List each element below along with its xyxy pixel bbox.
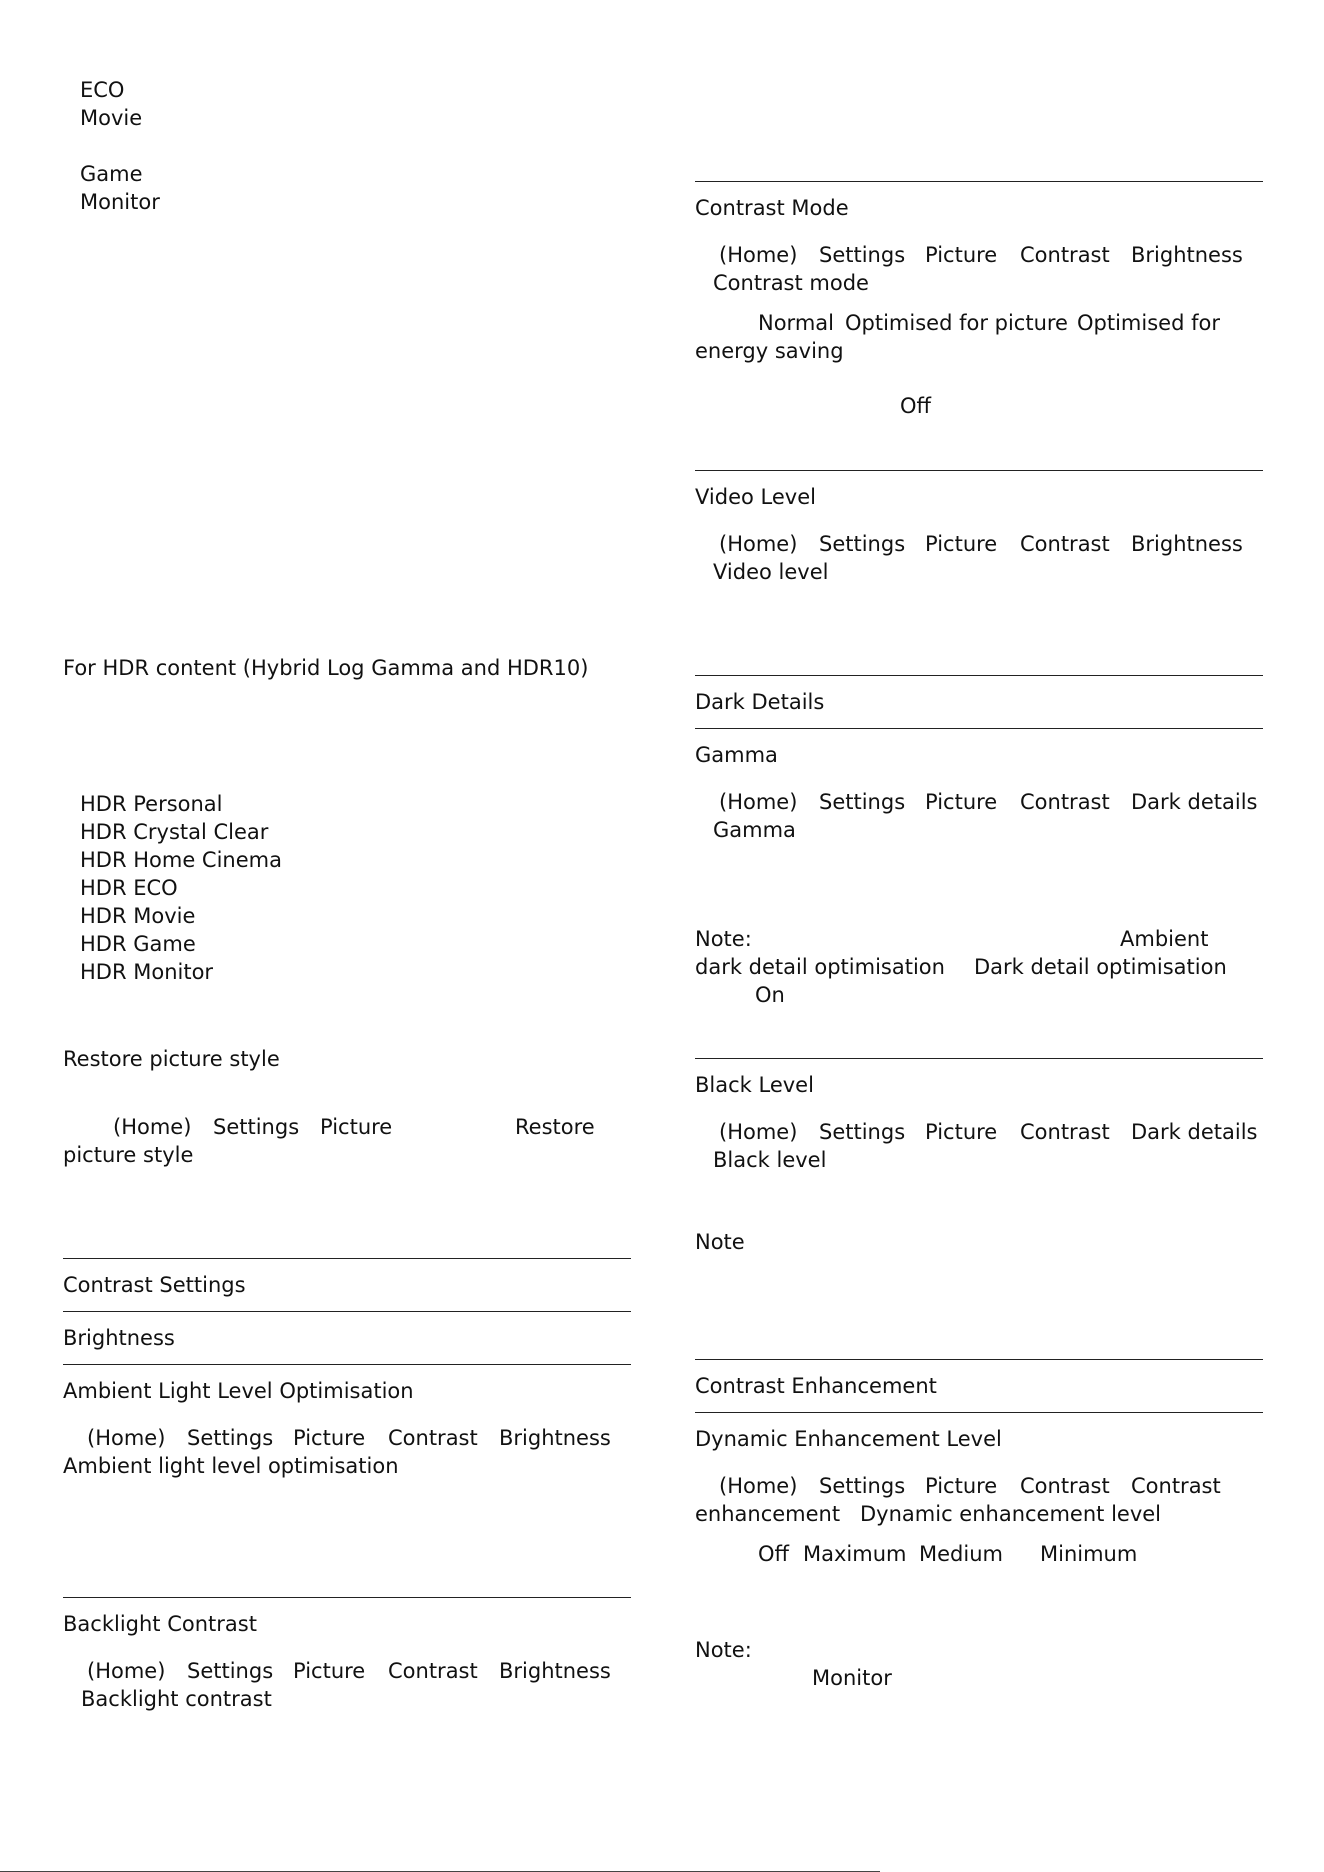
restore-path-home: (Home) (113, 1115, 192, 1139)
black-level-path-end: Black level (713, 1148, 827, 1172)
video-level-path-end: Video level (713, 560, 829, 584)
dynamic-path-end: Dynamic enhancement level (860, 1502, 1162, 1526)
divider (63, 1258, 631, 1259)
contrast-enhancement-heading: Contrast Enhancement (695, 1374, 937, 1398)
black-level-note-label: Note (695, 1230, 745, 1254)
ambient-path-picture: Picture (293, 1426, 366, 1450)
divider (695, 675, 1263, 676)
gamma-note-label: Note: (695, 927, 752, 951)
divider (695, 181, 1263, 182)
restore-picture-style-title: Restore picture style (63, 1047, 280, 1071)
contrast-mode-path-brightness: Brightness (1131, 243, 1243, 267)
dynamic-path-settings: Settings (819, 1474, 906, 1498)
hdr-content-label: For HDR content (Hybrid Log Gamma and HDR10) (63, 656, 589, 680)
dynamic-path-contrast-2: Contrast (1131, 1474, 1221, 1498)
divider (695, 1058, 1263, 1059)
gamma-path-end: Gamma (713, 818, 796, 842)
black-level-title: Black Level (695, 1073, 814, 1097)
hdr-item-monitor: HDR Monitor (80, 960, 214, 984)
hdr-item-personal: HDR Personal (80, 792, 223, 816)
video-level-path-contrast: Contrast (1020, 532, 1110, 556)
backlight-path-end: Backlight contrast (81, 1687, 272, 1711)
divider (695, 1359, 1263, 1360)
restore-path-end: picture style (63, 1143, 194, 1167)
black-level-path-dark-details: Dark details (1131, 1120, 1258, 1144)
dynamic-path-enhancement: enhancement (695, 1502, 841, 1526)
contrast-mode-opt-energy-cont: energy saving (695, 339, 844, 363)
gamma-note-line2a: dark detail optimisation (695, 955, 945, 979)
dynamic-path-home: (Home) (719, 1474, 798, 1498)
gamma-note-ambient: Ambient (1120, 927, 1209, 951)
ambient-path-contrast: Contrast (388, 1426, 478, 1450)
dynamic-path-picture: Picture (925, 1474, 998, 1498)
gamma-path-settings: Settings (819, 790, 906, 814)
dynamic-note-monitor: Monitor (812, 1666, 892, 1690)
divider (695, 1412, 1263, 1413)
hdr-item-crystal-clear: HDR Crystal Clear (80, 820, 269, 844)
restore-path-settings: Settings (213, 1115, 300, 1139)
dynamic-opt-maximum: Maximum (803, 1542, 907, 1566)
gamma-path-contrast: Contrast (1020, 790, 1110, 814)
video-level-path-brightness: Brightness (1131, 532, 1243, 556)
ambient-path-end: Ambient light level optimisation (63, 1454, 399, 1478)
contrast-mode-opt-picture: Optimised for picture (845, 311, 1068, 335)
style-item-eco: ECO (80, 78, 125, 102)
video-level-path-settings: Settings (819, 532, 906, 556)
backlight-contrast-title: Backlight Contrast (63, 1612, 257, 1636)
black-level-path-settings: Settings (819, 1120, 906, 1144)
video-level-path-picture: Picture (925, 532, 998, 556)
black-level-path-picture: Picture (925, 1120, 998, 1144)
dynamic-opt-minimum: Minimum (1040, 1542, 1138, 1566)
contrast-mode-path-picture: Picture (925, 243, 998, 267)
divider (63, 1364, 631, 1365)
contrast-mode-title: Contrast Mode (695, 196, 849, 220)
gamma-note-on: On (755, 983, 785, 1007)
gamma-note-line2b: Dark detail optimisation (974, 955, 1227, 979)
style-item-monitor: Monitor (80, 190, 160, 214)
ambient-path-home: (Home) (87, 1426, 166, 1450)
backlight-path-settings: Settings (187, 1659, 274, 1683)
divider (695, 470, 1263, 471)
restore-path-restore: Restore (515, 1115, 595, 1139)
video-level-path-home: (Home) (719, 532, 798, 556)
hdr-item-home-cinema: HDR Home Cinema (80, 848, 282, 872)
contrast-mode-path-end: Contrast mode (713, 271, 869, 295)
backlight-path-contrast: Contrast (388, 1659, 478, 1683)
ambient-path-settings: Settings (187, 1426, 274, 1450)
contrast-mode-path-contrast: Contrast (1020, 243, 1110, 267)
dynamic-opt-medium: Medium (919, 1542, 1003, 1566)
restore-path-picture: Picture (320, 1115, 393, 1139)
hdr-item-game: HDR Game (80, 932, 196, 956)
hdr-item-movie: HDR Movie (80, 904, 196, 928)
divider (63, 1311, 631, 1312)
brightness-heading: Brightness (63, 1326, 175, 1350)
backlight-path-brightness: Brightness (499, 1659, 611, 1683)
divider (63, 1597, 631, 1598)
backlight-path-home: (Home) (87, 1659, 166, 1683)
dynamic-note-label: Note: (695, 1638, 752, 1662)
dark-details-heading: Dark Details (695, 690, 825, 714)
gamma-path-dark-details: Dark details (1131, 790, 1258, 814)
backlight-path-picture: Picture (293, 1659, 366, 1683)
contrast-mode-opt-normal: Normal (758, 311, 834, 335)
black-level-path-home: (Home) (719, 1120, 798, 1144)
contrast-mode-path-settings: Settings (819, 243, 906, 267)
hdr-item-eco: HDR ECO (80, 876, 178, 900)
divider (695, 728, 1263, 729)
contrast-mode-opt-off: Off (900, 394, 931, 418)
style-item-movie: Movie (80, 106, 143, 130)
ambient-path-brightness: Brightness (499, 1426, 611, 1450)
contrast-settings-heading: Contrast Settings (63, 1273, 246, 1297)
contrast-mode-opt-energy: Optimised for (1077, 311, 1220, 335)
video-level-title: Video Level (695, 485, 816, 509)
black-level-path-contrast: Contrast (1020, 1120, 1110, 1144)
ambient-light-title: Ambient Light Level Optimisation (63, 1379, 414, 1403)
contrast-mode-path-home: (Home) (719, 243, 798, 267)
dynamic-path-contrast: Contrast (1020, 1474, 1110, 1498)
gamma-path-picture: Picture (925, 790, 998, 814)
dynamic-opt-off: Off (758, 1542, 789, 1566)
gamma-title: Gamma (695, 743, 778, 767)
gamma-path-home: (Home) (719, 790, 798, 814)
style-item-game: Game (80, 162, 143, 186)
dynamic-enhancement-title: Dynamic Enhancement Level (695, 1427, 1002, 1451)
